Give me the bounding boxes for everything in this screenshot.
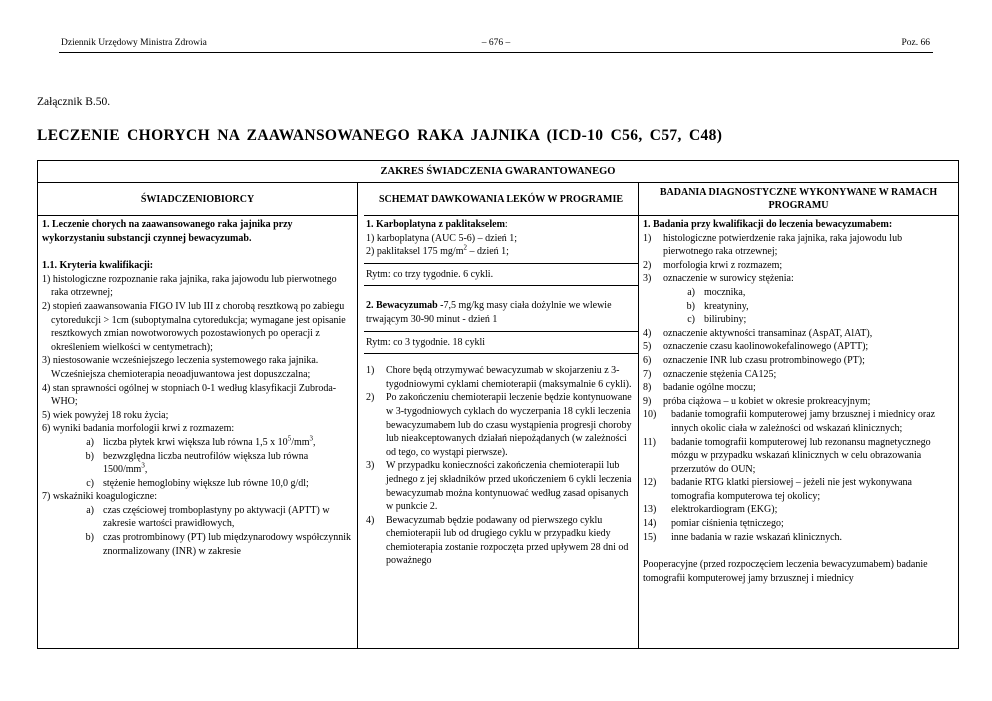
diagnostic-subitem: a) mocznika, — [687, 286, 746, 298]
journal-name: Dziennik Urzędowy Ministra Zdrowia — [61, 38, 207, 48]
column-dosage — [364, 183, 638, 648]
dosage-divider — [364, 285, 638, 286]
regimen-1-rhythm: Rytm: co trzy tygodnie. 6 cykli. — [366, 268, 494, 280]
section-header: ZAKRES ŚWIADCZENIA GWARANTOWANEGO — [38, 161, 958, 183]
diagnostic-item: 11) badanie tomografii komputerowej lub rezonansu magnetycznego mózgu w przypadku wskazań klinicznych w celu obrazowania przerzutów do OUN; — [643, 436, 931, 475]
beneficiaries-intro: 1. Leczenie chorych na zaawansowanego raka jajnika przy wykorzystaniu substancji czynnej bewacyzumab. — [42, 219, 293, 244]
diagnostic-item: 12) badanie RTG klatki piersiowej – jeżeli nie jest wykonywana tomografia komputerowa tej okolicy; — [643, 477, 912, 502]
page-number: – 676 – — [481, 38, 511, 48]
column-header-diagnostics: BADANIA DIAGNOSTYCZNE WYKONYWANE W RAMACH PROGRAMU — [639, 183, 958, 216]
regimen-1-line: 2) paklitaksel 175 $mg/m^2$ – dzień 1; — [366, 243, 509, 258]
diagnostic-item: 3) oznaczenie w surowicy stężenia: — [643, 273, 794, 285]
dosage-divider — [364, 263, 638, 264]
criteria-subitem: b) bezwzględna liczba neutrofilów większa lub równa $1500/mm^3$, — [85, 450, 309, 476]
position-number: Poz. 66 — [901, 38, 930, 48]
dosage-divider — [364, 353, 638, 354]
diagnostic-subitem: c) bilirubiny; — [687, 314, 747, 326]
regimen-1-title: 1. Karboplatyna z paklitakselem: — [366, 219, 508, 230]
diagnostic-item: 10) badanie tomografii komputerowej jamy brzusznej i miednicy oraz innych okolic ciała w zależności od wskazań klinicznych; — [643, 409, 936, 434]
criteria-item: 4) stan sprawności ogólnej w stopniach 0-1 według klasyfikacji Zubroda-WHO; — [42, 382, 337, 408]
diagnostic-item: 14) pomiar ciśnienia tętniczego; — [643, 518, 784, 530]
criteria-subitem: a) czas częściowej tromboplastyny po aktywacji (APTT) w zakresie wartości prawidłowych, — [86, 504, 330, 530]
regimen-2-rhythm: Rytm: co 3 tygodnie. 18 cykli — [366, 336, 486, 348]
criteria-item: 6) wyniki badania morfologii krwi z rozmazem: — [42, 423, 235, 435]
diagnostics-body — [639, 216, 958, 585]
dosage-note: 1) Chore będą otrzymywać bewacyzumab w skojarzeniu z 3-tygodniowymi cyklami chemioterapii (maksymalnie 6 cykli). — [366, 365, 632, 390]
annex-label: Załącznik B.50. — [37, 96, 111, 108]
program-table — [37, 160, 959, 649]
diagnostic-item: 1) histologiczne potwierdzenie raka jajnika, raka jajowodu lub pierwotnego raka otrzewnej; — [643, 232, 903, 258]
criteria-item: 5) wiek powyżej 18 roku życia; — [42, 409, 169, 421]
column-diagnostics — [638, 183, 958, 648]
qualification-heading: 1.1. Kryteria kwalifikacji: — [42, 260, 154, 272]
dosage-note: 3) W przypadku konieczności zakończenia chemioterapii lub jednego z jej składników przed ukończeniem 6 cykli leczenia bewacyzumab można kontynuować według zasad opisanych w punkcie 2. — [366, 460, 632, 513]
criteria-item: 7) wskaźniki koagulogiczne: — [42, 491, 157, 503]
dosage-body — [364, 216, 638, 568]
criteria-subitem: a) liczba płytek krwi większa lub równa 1,5 x $10^5/mm^3$, — [86, 434, 316, 448]
header-rule — [59, 52, 933, 53]
beneficiaries-body — [38, 216, 357, 558]
diagnostic-item: 6) oznaczenie INR lub czasu protrombinowego (PT); — [643, 354, 865, 366]
dosage-note: 2) Po zakończeniu chemioterapii leczenie będzie kontynuowane w 3-tygodniowych cyklach do wyczerpania 18 cykli leczenia bewacyzumabem lub do czasu wystąpienia progresji choroby lub nieakceptowanych działań niepożądanych (w zależności od tego, co wystąpi pierwsze). — [366, 392, 632, 458]
diagnostic-item: 8) badanie ogólne moczu; — [643, 382, 756, 394]
criteria-subitem: b) czas protrombinowy (PT) lub międzynarodowy współczynnik znormalizowany (INR) w zakresie — [85, 532, 352, 557]
postoperative-note: Pooperacyjne (przed rozpoczęciem leczenia bewacyzumabem) badanie tomografii komputerowej jamy brzusznej i miednicy — [643, 559, 928, 584]
criteria-item: 1) histologiczne rozpoznanie raka jajnika, raka jajowodu lub pierwotnego raka otrzewnej; — [42, 273, 337, 299]
regimen-1-line: 1) karboplatyna (AUC 5-6) – dzień 1; — [366, 232, 518, 244]
dosage-note: 4) Bewacyzumab będzie podawany od pierwszego cyklu chemioterapii lub od drugiego cyklu w przypadku kiedy chemioterapia zostanie rozpoczęta przed upływem 28 dni od poważnego — [366, 514, 629, 567]
diagnostic-subitem: b) kreatyniny, — [686, 300, 749, 312]
diagnostic-item: 15) inne badania w razie wskazań klinicznych. — [643, 531, 843, 543]
diagnostic-item: 9) próba ciążowa – u kobiet w okresie prokreacyjnym; — [643, 395, 871, 407]
column-header-beneficiaries: ŚWIADCZENIOBIORCY — [38, 183, 357, 216]
diagnostic-item: 7) oznaczenie stężenia CA125; — [643, 368, 777, 380]
criteria-item: 2) stopień zaawansowania FIGO IV lub III z chorobą resztkową po zabiegu cytoredukcji > 1cm (suboptymalna cytoredukcja; wymagane jest opisanie resztkowych zmian nowotworowych pozostawionych po operacji z określeniem wielkości w centymetrach); — [42, 300, 346, 353]
document-title: LECZENIE CHORYCH NA ZAAWANSOWANEGO RAKA JAJNIKA (ICD-10 C56, C57, C48) — [37, 127, 723, 144]
column-header-dosage: SCHEMAT DAWKOWANIA LEKÓW W PROGRAMIE — [364, 183, 638, 216]
criteria-item: 3) niestosowanie wcześniejszego leczenia systemowego raka jajnika. Wcześniejsza chemioterapia neoadjuwantowa jest dopuszczalna; — [42, 355, 319, 380]
diagnostic-item: 4) oznaczenie aktywności transaminaz (AspAT, AlAT), — [643, 327, 873, 339]
criteria-subitem: c) stężenie hemoglobiny większe lub równe 10,0 g/dl; — [86, 477, 309, 489]
column-beneficiaries — [38, 183, 358, 648]
diagnostic-item: 13) elektrokardiogram (EKG); — [643, 504, 778, 516]
diagnostic-item: 2) morfologia krwi z rozmazem; — [643, 259, 783, 271]
dosage-divider — [364, 331, 638, 332]
diagnostics-intro: 1. Badania przy kwalifikacji do leczenia bewacyzumabem: — [643, 219, 893, 230]
regimen-2: 2. Bewacyzumab -7,5 mg/kg masy ciała dożylnie we wlewie trwającym 30-90 minut - dzień 1 — [366, 300, 612, 325]
diagnostic-item: 5) oznaczenie czasu kaolinowokefalinowego (APTT); — [643, 341, 869, 353]
